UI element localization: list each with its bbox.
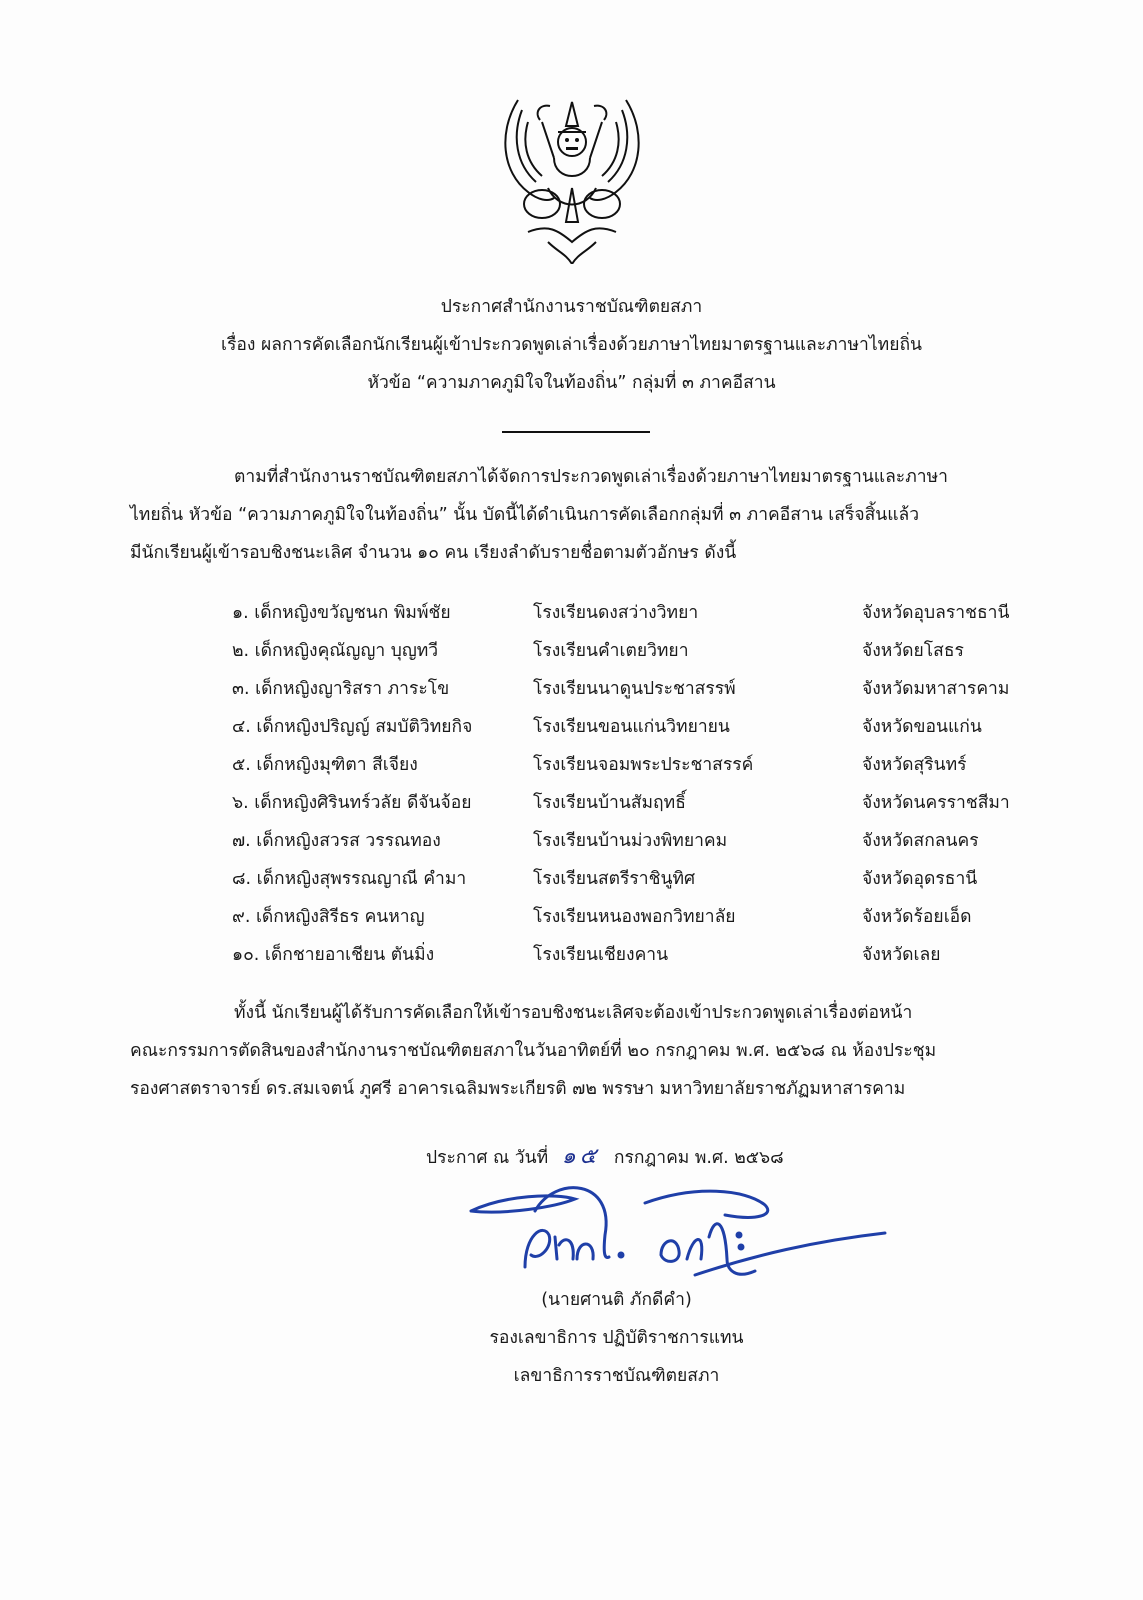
handwritten-signature-icon [465, 1175, 895, 1285]
garuda-emblem-icon [488, 92, 656, 264]
announcement-topic: หัวข้อ “ความภาคภูมิใจในท้องถิ่น” กลุ่มที่ ๓ ภาคอีสาน [367, 373, 776, 393]
list-item [0, 670, 1143, 708]
school-name: โรงเรียนขอนแก่นวิทยายน [533, 717, 730, 737]
student-name: ๑. เด็กหญิงขวัญชนก พิมพ์ชัย [232, 603, 451, 623]
student-name: ๖. เด็กหญิงศิรินทร์วลัย ดีจันจ้อย [232, 793, 472, 813]
student-name: ๑๐. เด็กชายอาเชียน ตันมิ่ง [232, 945, 435, 965]
closing-line-1: ทั้งนี้ นักเรียนผู้ได้รับการคัดเลือกให้เข้ารอบชิงชนะเลิศจะต้องเข้าประกวดพูดเล่าเรื่องต่อหน้า [234, 1003, 913, 1023]
header-divider [502, 431, 650, 433]
province-name: จังหวัดสุรินทร์ [862, 755, 967, 775]
announcement-title: ประกาศสำนักงานราชบัณฑิตยสภา [440, 297, 703, 317]
school-name: โรงเรียนบ้านสัมฤทธิ์ [533, 793, 686, 813]
school-name: โรงเรียนคำเตยวิทยา [533, 641, 689, 661]
school-name: โรงเรียนนาดูนประชาสรรพ์ [533, 679, 736, 699]
intro-line-3: มีนักเรียนผู้เข้ารอบชิงชนะเลิศ จำนวน ๑๐ คน เรียงลำดับรายชื่อตามตัวอักษร ดังนี้ [130, 543, 737, 563]
school-name: โรงเรียนสตรีราชินูทิศ [533, 869, 696, 889]
school-name: โรงเรียนเชียงคาน [533, 945, 669, 965]
list-item [0, 822, 1143, 860]
student-name: ๗. เด็กหญิงสวรส วรรณทอง [232, 831, 441, 851]
student-name: ๙. เด็กหญิงสิรีธร คนหาญ [232, 907, 425, 927]
list-item [0, 860, 1143, 898]
closing-line-3: รองศาสตราจารย์ ดร.สมเจตน์ ภูศรี อาคารเฉลิมพระเกียรติ ๗๒ พรรษา มหาวิทยาลัยราชภัฏมหาสารคาม [130, 1079, 906, 1099]
province-name: จังหวัดอุดรธานี [862, 869, 978, 889]
announcement-subject: เรื่อง ผลการคัดเลือกนักเรียนผู้เข้าประกวดพูดเล่าเรื่องด้วยภาษาไทยมาตรฐานและภาษาไทยถิ่น [220, 335, 923, 355]
student-name: ๘. เด็กหญิงสุพรรณญาณี คำมา [232, 869, 467, 889]
list-item [0, 936, 1143, 974]
school-name: โรงเรียนหนองพอกวิทยาลัย [533, 907, 736, 927]
list-item [0, 594, 1143, 632]
student-name: ๔. เด็กหญิงปริญญ์ สมบัติวิทยกิจ [232, 717, 473, 737]
list-item [0, 898, 1143, 936]
school-name: โรงเรียนบ้านม่วงพิทยาคม [533, 831, 728, 851]
list-item [0, 746, 1143, 784]
province-name: จังหวัดยโสธร [862, 641, 964, 661]
province-name: จังหวัดนครราชสีมา [862, 793, 1010, 813]
province-name: จังหวัดสกลนคร [862, 831, 979, 851]
province-name: จังหวัดมหาสารคาม [862, 679, 1010, 699]
student-name: ๓. เด็กหญิงญาริสรา ภาระโข [232, 679, 450, 699]
province-name: จังหวัดร้อยเอ็ด [862, 907, 972, 927]
signatory-position-2: เลขาธิการราชบัณฑิตยสภา [513, 1366, 720, 1386]
date-day-handwritten: ๑๕ [561, 1144, 601, 1169]
student-name: ๕. เด็กหญิงมุฑิตา สีเจียง [232, 755, 418, 775]
announcement-date [426, 1138, 784, 1177]
province-name: จังหวัดขอนแก่น [862, 717, 982, 737]
intro-line-2: ไทยถิ่น หัวข้อ “ความภาคภูมิใจในท้องถิ่น” นั้น บัดนี้ได้ดำเนินการคัดเลือกกลุ่มที่ ๓ ภาคอีสาน เสร็จสิ้นแล้ว [130, 505, 920, 525]
list-item [0, 784, 1143, 822]
date-suffix: กรกฎาคม พ.ศ. ๒๕๖๘ [613, 1148, 784, 1168]
list-item [0, 708, 1143, 746]
student-name: ๒. เด็กหญิงคุณัญญา บุญทวี [232, 641, 439, 661]
list-item [0, 632, 1143, 670]
closing-line-2: คณะกรรมการตัดสินของสำนักงานราชบัณฑิตยสภาในวันอาทิตย์ที่ ๒๐ กรกฎาคม พ.ศ. ๒๕๖๘ ณ ห้องประชุม [130, 1041, 937, 1061]
intro-line-1: ตามที่สำนักงานราชบัณฑิตยสภาได้จัดการประกวดพูดเล่าเรื่องด้วยภาษาไทยมาตรฐานและภาษา [234, 467, 948, 487]
signatory-name: (นายศานติ ภักดีคำ) [541, 1290, 692, 1310]
school-name: โรงเรียนจอมพระประชาสรรค์ [533, 755, 754, 775]
province-name: จังหวัดอุบลราชธานี [862, 603, 1010, 623]
date-prefix: ประกาศ ณ วันที่ [426, 1148, 549, 1168]
school-name: โรงเรียนดงสว่างวิทยา [533, 603, 699, 623]
signatory-position: รองเลขาธิการ ปฏิบัติราชการแทน [489, 1328, 744, 1348]
province-name: จังหวัดเลย [862, 945, 941, 965]
